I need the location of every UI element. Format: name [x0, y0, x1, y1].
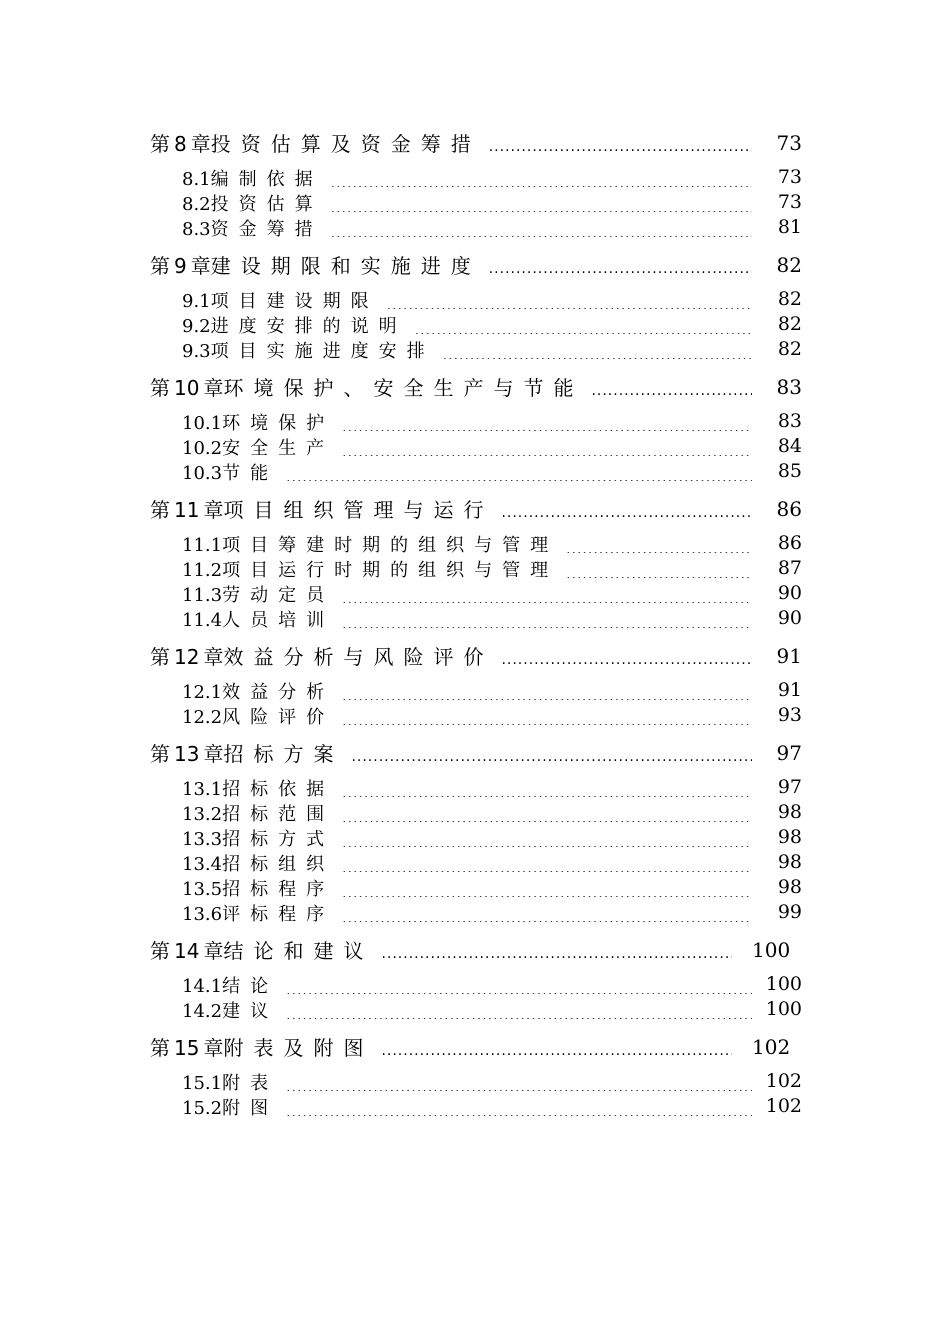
section-number: 12.2: [182, 707, 223, 725]
chapter-label: [150, 252, 211, 280]
chapter-spacer: [150, 671, 802, 678]
section-heading: [182, 976, 752, 994]
chapter-title: 环境保护、安全生产与节能: [223, 376, 584, 400]
section-number: 11.3: [182, 585, 223, 603]
chapter-unit: 章: [190, 254, 211, 278]
toc-section-entry[interactable]: [150, 312, 802, 337]
chapter-number: 10: [174, 376, 200, 400]
chapter-prefix: 第: [150, 376, 170, 400]
section-heading: [182, 779, 752, 797]
section-number: 13.2: [182, 804, 223, 822]
section-page-number: 85: [777, 460, 802, 482]
chapter-title: 项目组织管理与运行: [223, 498, 494, 522]
toc-section-entry[interactable]: [150, 825, 802, 850]
section-heading: [182, 682, 752, 700]
chapter-page-number: 100: [752, 938, 791, 962]
chapter-heading: [150, 937, 732, 965]
section-number: 11.1: [182, 535, 223, 553]
section-heading: [182, 610, 752, 628]
section-number: 13.6: [182, 904, 223, 922]
chapter-spacer: [150, 1062, 802, 1069]
toc-section-entry[interactable]: [150, 875, 802, 900]
section-page-number: 100: [765, 998, 802, 1020]
chapter-prefix: 第: [150, 132, 170, 156]
chapter-prefix: 第: [150, 742, 170, 766]
section-heading: [182, 194, 752, 212]
toc-section-entry[interactable]: [150, 165, 802, 190]
section-title: 项目筹建时期的组织与管理: [222, 535, 559, 553]
section-title: 风险评价: [222, 707, 335, 725]
section-title: 项目运行时期的组织与管理: [222, 560, 559, 578]
section-page-number: 98: [777, 826, 802, 848]
chapter-number: 14: [174, 939, 200, 963]
toc-section-entry[interactable]: [150, 434, 802, 459]
toc-chapter-entry[interactable]: [150, 738, 802, 768]
toc-section-entry[interactable]: [150, 287, 802, 312]
toc-section-entry[interactable]: [150, 1069, 802, 1094]
chapter-page-number: 91: [776, 644, 802, 668]
section-title: 招标组织: [222, 854, 335, 872]
chapter-spacer: [150, 280, 802, 287]
section-page-number: 91: [777, 679, 802, 701]
section-page-number: 73: [777, 166, 802, 188]
chapter-spacer: [150, 524, 802, 531]
section-title: 项目实施进度安排: [210, 341, 435, 359]
toc-chapter-entry[interactable]: [150, 128, 802, 158]
section-heading: [182, 316, 752, 334]
section-page-number: 98: [777, 851, 802, 873]
dot-leader: [381, 943, 732, 965]
dot-leader: [342, 589, 752, 603]
toc-chapter-entry[interactable]: [150, 935, 802, 965]
section-heading: [182, 560, 752, 578]
section-page-number: 99: [777, 901, 802, 923]
toc-section-entry[interactable]: [150, 997, 802, 1022]
section-page-number: 98: [777, 876, 802, 898]
toc-section-entry[interactable]: [150, 850, 802, 875]
dot-leader: [286, 1077, 752, 1091]
section-number: 10.3: [182, 463, 223, 481]
section-page-number: 97: [777, 776, 802, 798]
dot-leader: [342, 686, 752, 700]
section-heading: [182, 904, 752, 922]
toc-section-entry[interactable]: [150, 775, 802, 800]
section-title: 招标范围: [222, 804, 335, 822]
section-number: 15.1: [182, 1073, 223, 1091]
dot-leader: [342, 808, 752, 822]
section-heading: [182, 829, 752, 847]
section-page-number: 73: [777, 191, 802, 213]
toc-section-entry[interactable]: [150, 459, 802, 484]
dot-leader: [286, 980, 752, 994]
toc-section-entry[interactable]: [150, 556, 802, 581]
toc-section-entry[interactable]: [150, 215, 802, 240]
dot-leader: [415, 320, 752, 334]
section-page-number: 100: [765, 973, 802, 995]
section-number: 11.4: [182, 610, 223, 628]
chapter-label: [150, 740, 223, 768]
dot-leader: [566, 564, 752, 578]
section-title: 编制依据: [210, 169, 323, 187]
dot-leader: [342, 417, 752, 431]
section-title: 进度安排的说明: [210, 316, 407, 334]
section-number: 9.2: [182, 316, 211, 334]
section-page-number: 82: [777, 288, 802, 310]
chapter-unit: 章: [203, 376, 224, 400]
toc-section-entry[interactable]: [150, 800, 802, 825]
section-heading: [182, 854, 752, 872]
chapter-prefix: 第: [150, 254, 170, 278]
chapter-number: 11: [174, 498, 200, 522]
section-page-number: 102: [765, 1095, 802, 1117]
section-heading: [182, 1098, 752, 1116]
section-heading: [182, 879, 752, 897]
chapter-number: 9: [174, 254, 187, 278]
toc-section-entry[interactable]: [150, 900, 802, 925]
section-page-number: 90: [777, 582, 802, 604]
dot-leader: [342, 783, 752, 797]
toc-section-entry[interactable]: [150, 1094, 802, 1119]
chapter-prefix: 第: [150, 1036, 170, 1060]
section-page-number: 86: [777, 532, 802, 554]
section-title: 评标程序: [222, 904, 335, 922]
section-title: 资金筹措: [210, 219, 323, 237]
section-heading: [182, 438, 752, 456]
chapter-label: [150, 937, 223, 965]
toc-section-entry[interactable]: [150, 581, 802, 606]
chapter-prefix: 第: [150, 939, 170, 963]
toc-chapter-entry[interactable]: [150, 1032, 802, 1062]
section-heading: [182, 804, 752, 822]
section-title: 附表: [222, 1073, 279, 1091]
section-page-number: 93: [777, 704, 802, 726]
dot-leader: [342, 858, 752, 872]
section-heading: [182, 463, 752, 481]
section-heading: [182, 291, 752, 309]
chapter-page-number: 86: [776, 497, 802, 521]
toc-section-entry[interactable]: [150, 190, 802, 215]
chapter-title: 效益分析与风险评价: [223, 645, 494, 669]
dot-leader: [489, 258, 752, 280]
section-title: 效益分析: [222, 682, 335, 700]
chapter-title: 结论和建议: [223, 939, 374, 963]
chapter-title: 附表及附图: [223, 1036, 374, 1060]
section-number: 10.1: [182, 413, 223, 431]
toc-chapter-entry[interactable]: [150, 494, 802, 524]
chapter-spacer: [150, 402, 802, 409]
section-number: 8.2: [182, 194, 211, 212]
table-of-contents: [150, 128, 802, 1119]
chapter-page-number: 97: [776, 741, 802, 765]
chapter-heading: [150, 1034, 732, 1062]
section-heading: [182, 169, 752, 187]
section-number: 14.2: [182, 1001, 223, 1019]
section-number: 13.3: [182, 829, 223, 847]
chapter-heading: [150, 252, 752, 280]
chapter-title: 招标方案: [223, 742, 344, 766]
chapter-prefix: 第: [150, 498, 170, 522]
chapter-page-number: 73: [776, 131, 802, 155]
section-page-number: 82: [777, 313, 802, 335]
dot-leader: [443, 345, 752, 359]
dot-leader: [331, 198, 752, 212]
chapter-label: [150, 496, 223, 524]
section-title: 结论: [222, 976, 279, 994]
dot-leader: [286, 1005, 752, 1019]
toc-chapter-entry[interactable]: [150, 641, 802, 671]
section-number: 14.1: [182, 976, 223, 994]
chapter-unit: 章: [203, 939, 224, 963]
chapter-heading: [150, 374, 752, 402]
dot-leader: [351, 746, 752, 768]
chapter-number: 15: [174, 1036, 200, 1060]
chapter-unit: 章: [203, 498, 224, 522]
dot-leader: [331, 223, 752, 237]
chapter-spacer: [150, 768, 802, 775]
dot-leader: [286, 1102, 752, 1116]
toc-section-entry[interactable]: [150, 972, 802, 997]
section-heading: [182, 413, 752, 431]
section-page-number: 81: [777, 216, 802, 238]
chapter-heading: [150, 643, 752, 671]
section-number: 15.2: [182, 1098, 223, 1116]
section-page-number: 83: [777, 410, 802, 432]
section-title: 建议: [222, 1001, 279, 1019]
section-title: 人员培训: [222, 610, 335, 628]
section-title: 附图: [222, 1098, 279, 1116]
section-number: 12.1: [182, 682, 223, 700]
section-heading: [182, 1001, 752, 1019]
chapter-heading: [150, 740, 752, 768]
toc-chapter-entry[interactable]: [150, 250, 802, 280]
chapter-unit: 章: [203, 742, 224, 766]
section-page-number: 84: [777, 435, 802, 457]
section-number: 8.1: [182, 169, 211, 187]
section-heading: [182, 341, 752, 359]
dot-leader: [342, 442, 752, 456]
toc-section-entry[interactable]: [150, 337, 802, 362]
toc-section-entry[interactable]: [150, 606, 802, 631]
dot-leader: [387, 295, 752, 309]
chapter-page-number: 82: [776, 253, 802, 277]
chapter-number: 8: [174, 132, 187, 156]
section-heading: [182, 535, 752, 553]
section-number: 9.1: [182, 291, 211, 309]
section-number: 8.3: [182, 219, 211, 237]
section-page-number: 82: [777, 338, 802, 360]
chapter-number: 13: [174, 742, 200, 766]
chapter-unit: 章: [190, 132, 211, 156]
dot-leader: [342, 711, 752, 725]
chapter-unit: 章: [203, 1036, 224, 1060]
chapter-page-number: 83: [776, 375, 802, 399]
dot-leader: [501, 649, 752, 671]
section-number: 9.3: [182, 341, 211, 359]
chapter-label: [150, 374, 223, 402]
chapter-prefix: 第: [150, 645, 170, 669]
section-heading: [182, 585, 752, 603]
section-page-number: 102: [765, 1070, 802, 1092]
section-title: 节能: [222, 463, 279, 481]
dot-leader: [591, 380, 752, 402]
chapter-unit: 章: [203, 645, 224, 669]
section-number: 10.2: [182, 438, 223, 456]
chapter-title: 建设期限和实施进度: [210, 254, 481, 278]
dot-leader: [381, 1040, 732, 1062]
chapter-spacer: [150, 158, 802, 165]
toc-section-entry[interactable]: [150, 678, 802, 703]
dot-leader: [342, 833, 752, 847]
chapter-label: [150, 1034, 223, 1062]
chapter-page-number: 102: [752, 1035, 791, 1059]
section-title: 安全生产: [222, 438, 335, 456]
section-page-number: 90: [777, 607, 802, 629]
chapter-heading: [150, 496, 752, 524]
section-title: 招标依据: [222, 779, 335, 797]
dot-leader: [286, 467, 752, 481]
dot-leader: [489, 136, 752, 158]
toc-chapter-entry[interactable]: [150, 372, 802, 402]
dot-leader: [342, 614, 752, 628]
toc-section-entry[interactable]: [150, 409, 802, 434]
section-number: 11.2: [182, 560, 223, 578]
section-title: 项目建设期限: [210, 291, 379, 309]
chapter-spacer: [150, 965, 802, 972]
section-number: 13.1: [182, 779, 223, 797]
chapter-heading: [150, 130, 752, 158]
section-page-number: 98: [777, 801, 802, 823]
chapter-title: 投资估算及资金筹措: [210, 132, 481, 156]
section-number: 13.4: [182, 854, 223, 872]
chapter-number: 12: [174, 645, 200, 669]
dot-leader: [566, 539, 752, 553]
section-title: 投资估算: [210, 194, 323, 212]
section-title: 招标方式: [222, 829, 335, 847]
toc-section-entry[interactable]: [150, 531, 802, 556]
section-number: 13.5: [182, 879, 223, 897]
section-page-number: 87: [777, 557, 802, 579]
section-title: 招标程序: [222, 879, 335, 897]
chapter-label: [150, 643, 223, 671]
toc-section-entry[interactable]: [150, 703, 802, 728]
section-heading: [182, 707, 752, 725]
dot-leader: [342, 883, 752, 897]
section-title: 环境保护: [222, 413, 335, 431]
section-heading: [182, 1073, 752, 1091]
dot-leader: [342, 908, 752, 922]
dot-leader: [501, 502, 752, 524]
section-heading: [182, 219, 752, 237]
section-title: 劳动定员: [222, 585, 335, 603]
dot-leader: [331, 173, 752, 187]
chapter-label: [150, 130, 211, 158]
